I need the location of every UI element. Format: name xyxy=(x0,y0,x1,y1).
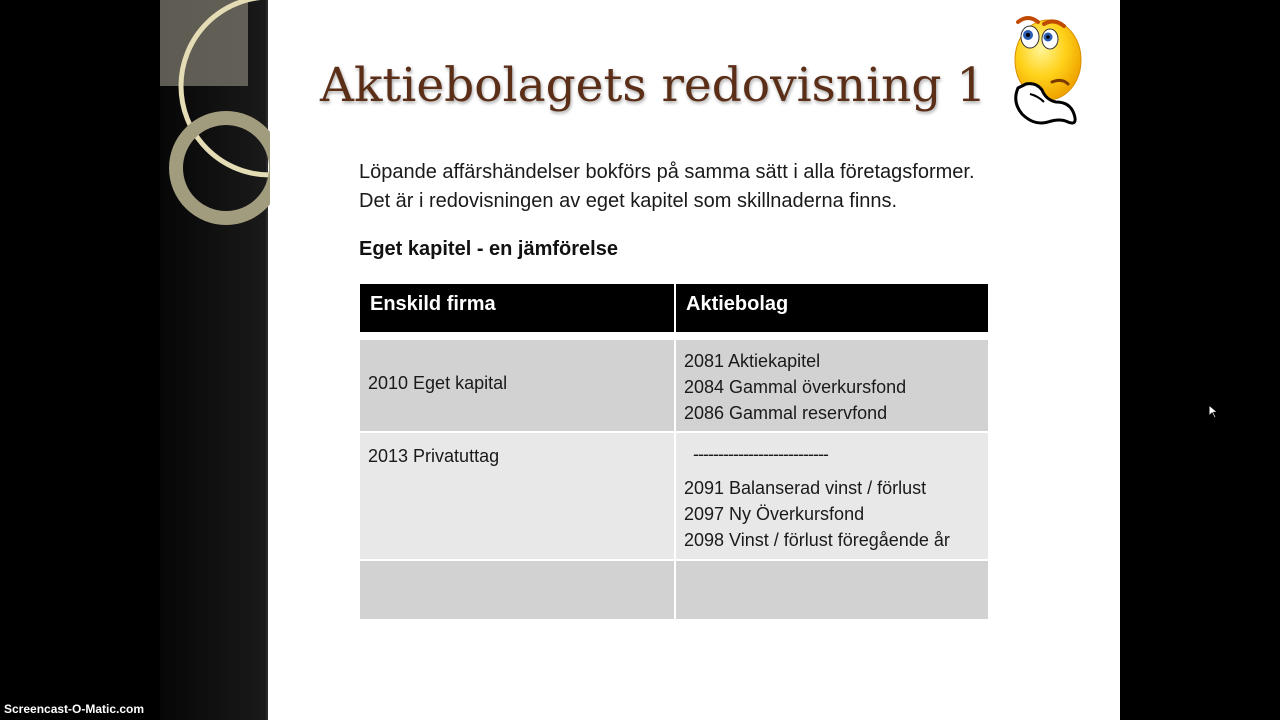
table-header-row xyxy=(360,284,988,332)
cell-text: 2013 Privatuttag xyxy=(368,446,500,466)
intro-text xyxy=(359,158,1059,216)
deco-taupe-ring xyxy=(176,118,270,218)
cell-separator-dashes: --------------------------- xyxy=(693,444,828,464)
table-cell xyxy=(360,340,674,433)
slide-title: Aktiebolagets redovisning 1 xyxy=(320,58,987,113)
cell-text: 2097 Ny Överkursfond xyxy=(684,504,865,524)
table-cell xyxy=(674,561,988,619)
slide xyxy=(160,0,1120,720)
decorative-rings-icon xyxy=(160,0,270,240)
cell-text: 2084 Gammal överkursfond xyxy=(684,377,907,397)
intro-line-2: Det är i redovisningen av eget kapitel som skillnaderna finns. xyxy=(359,190,898,212)
header-aktiebolag: Aktiebolag xyxy=(674,284,988,332)
table-row xyxy=(360,561,988,619)
deco-square xyxy=(160,0,248,86)
header-enskild-firma: Enskild firma xyxy=(360,284,674,332)
table-row xyxy=(360,340,988,433)
table-cell xyxy=(674,340,988,433)
comparison-table xyxy=(360,284,988,619)
mouse-pointer-icon xyxy=(1208,404,1220,420)
cell-text: 2098 Vinst / förlust föregående år xyxy=(684,530,950,550)
thinking-smiley-icon xyxy=(1008,10,1088,130)
table-subheading: Eget kapitel - en jämförelse xyxy=(359,238,618,260)
cell-text: 2010 Eget kapital xyxy=(368,373,508,393)
cell-text: 2086 Gammal reservfond xyxy=(684,403,888,423)
intro-line-1: Löpande affärshändelser bokförs på samma sätt i alla företagsformer. xyxy=(359,161,975,183)
table-header-gap xyxy=(360,332,988,340)
screencast-watermark: Screencast-O-Matic.com xyxy=(4,702,145,716)
cell-text: 2091 Balanserad vinst / förlust xyxy=(684,478,927,498)
table-cell xyxy=(674,433,988,561)
table-cell xyxy=(360,561,674,619)
table-row xyxy=(360,433,988,561)
table-cell xyxy=(360,433,674,561)
cell-text: 2081 Aktiekapitel xyxy=(684,351,821,371)
